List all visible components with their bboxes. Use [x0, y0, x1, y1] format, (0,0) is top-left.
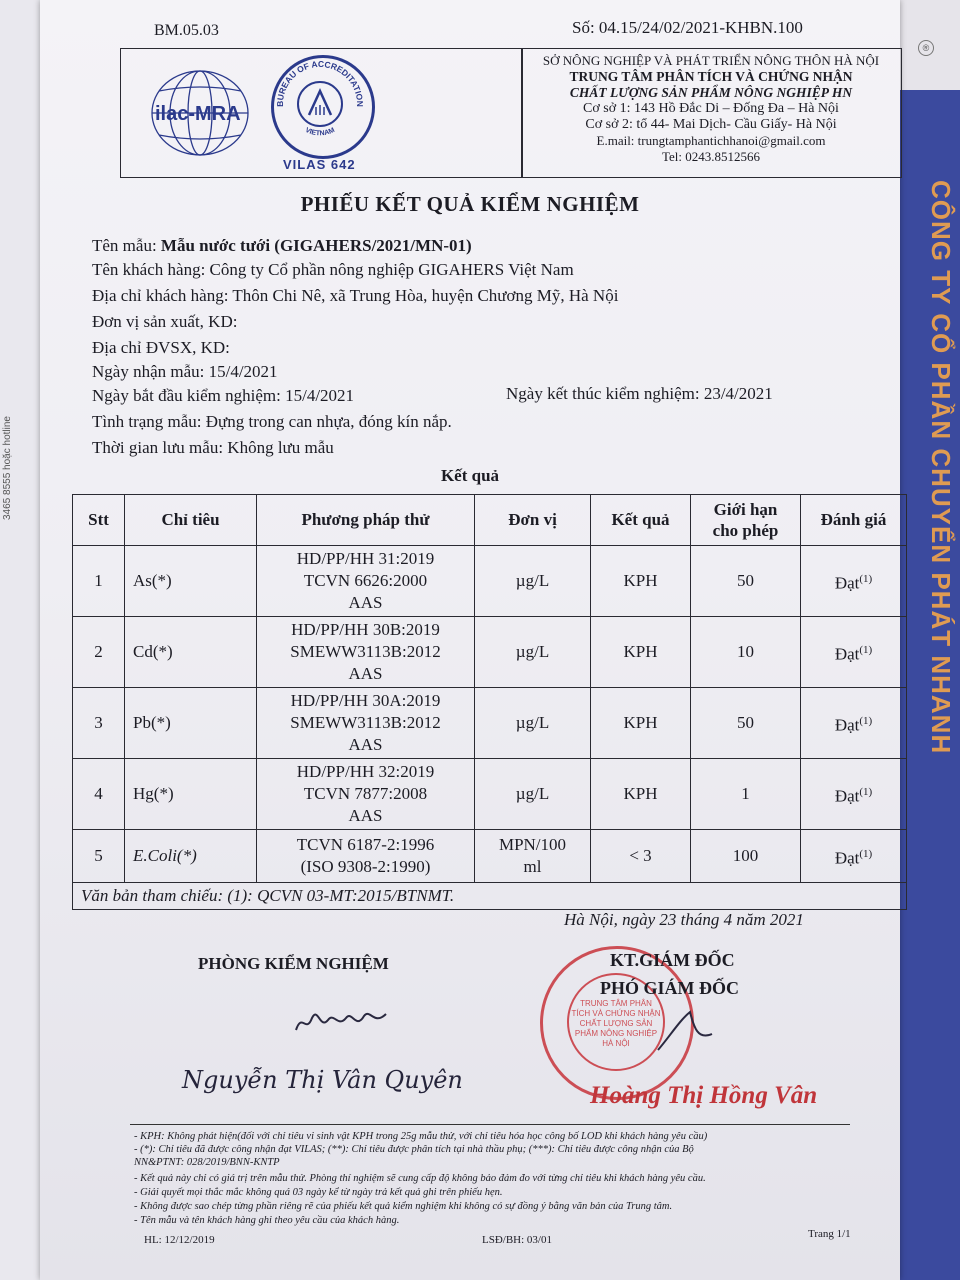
form-code: BM.05.03	[154, 22, 219, 39]
footer-page: Trang 1/1	[808, 1228, 851, 1240]
org-tel: Tel: 0243.8512566	[661, 149, 761, 164]
note-line: - KPH: Không phát hiện(đối với chỉ tiêu vi sinh vật KPH trong 25g mẫu thử, với chỉ tiêu hóa học công bố LOD khi khách hàng yêu cầu)	[134, 1131, 708, 1142]
row-stt: 4	[73, 759, 125, 830]
row-method-line3: AAS	[348, 664, 383, 683]
customer-address: Địa chỉ khách hàng: Thôn Chi Nê, xã Trung Hòa, huyện Chương Mỹ, Hà Nội	[92, 286, 619, 305]
row-method	[257, 688, 475, 759]
header-limit-line2: cho phép	[712, 521, 779, 540]
ilac-label: ilac-MRA	[155, 103, 241, 125]
table-row	[73, 688, 907, 759]
header-limit-line1: Giới hạn	[713, 500, 778, 519]
background-left-text: 3465 8555 hoặc hotline	[2, 416, 13, 520]
row-unit-line2: ml	[523, 857, 542, 876]
row-indicator: Pb(*)	[125, 688, 257, 759]
row-unit: µg/L	[475, 688, 591, 759]
ilac-mra-logo	[125, 63, 285, 163]
row-method	[257, 830, 475, 883]
org-name-2: CHẤT LƯỢNG SẢN PHẨM NÔNG NGHIỆP HN	[569, 85, 853, 100]
note-line: - Không được sao chép từng phần riêng rẽ của phiếu kết quả kiểm nghiệm khi không có sự đồng ý bằng văn bản của Trung tâm.	[134, 1201, 673, 1212]
producer-address: Địa chỉ ĐVSX, KD:	[92, 338, 230, 357]
row-result: KPH	[591, 617, 691, 688]
org-address-1: Cơ sở 1: 143 Hồ Đắc Di – Đống Đa – Hà Nội	[583, 101, 839, 116]
row-indicator: Hg(*)	[125, 759, 257, 830]
row-method-line2: TCVN 6626:2000	[303, 571, 428, 590]
row-eval-text: Đạt	[834, 715, 860, 735]
reference-text: Văn bản tham chiếu: (1): QCVN 03-MT:2015/BTNMT.	[73, 883, 907, 910]
row-method	[257, 546, 475, 617]
row-method-line3: AAS	[348, 735, 383, 754]
header-result: Kết quả	[591, 495, 691, 546]
row-result: < 3	[591, 830, 691, 883]
row-stt: 5	[73, 830, 125, 883]
note-line: - (*): Chỉ tiêu đã được công nhận đạt VILAS; (**): Chỉ tiêu được phân tích tại nhà thầu phụ; (***): Chỉ tiêu được công nhận của Bộ	[134, 1144, 694, 1155]
svg-text:VIETNAM	[304, 127, 336, 138]
note-line: - Kết quả này chỉ có giá trị trên mẫu thử. Phòng thí nghiệm sẽ cung cấp độ không bảo đảm đo với từng chỉ tiêu khi khách hàng yêu cầu.	[134, 1173, 706, 1184]
row-method-line1: HD/PP/HH 30A:2019	[290, 691, 441, 710]
director-signer-name: Hoàng Thị Hồng Vân	[590, 1082, 818, 1109]
row-eval-ref: (1)	[859, 714, 873, 727]
registered-mark-icon: ®	[918, 40, 934, 56]
row-method	[257, 617, 475, 688]
row-unit: µg/L	[475, 617, 591, 688]
footer-lsd: LSĐ/BH: 03/01	[482, 1234, 552, 1246]
table-row	[73, 830, 907, 883]
header-method: Phương pháp thử	[257, 495, 475, 546]
org-email: E.mail: trungtamphantichhanoi@gmail.com	[596, 133, 826, 148]
row-limit: 1	[691, 759, 801, 830]
document-number: Số: 04.15/24/02/2021-KHBN.100	[572, 18, 803, 37]
lab-signer-name: Nguyễn Thị Vân Quyên	[182, 1066, 463, 1094]
director-signature-icon	[650, 1006, 720, 1056]
test-start-date: Ngày bắt đầu kiểm nghiệm: 15/4/2021	[92, 386, 355, 405]
row-eval-ref: (1)	[859, 785, 873, 798]
sample-name-row	[92, 236, 472, 256]
sample-retention: Thời gian lưu mẫu: Không lưu mẫu	[92, 438, 334, 457]
row-stt: 3	[73, 688, 125, 759]
row-stt: 2	[73, 617, 125, 688]
row-indicator: E.Coli(*)	[125, 830, 257, 883]
org-ministry: SỞ NÔNG NGHIỆP VÀ PHÁT TRIỂN NÔNG THÔN HÀ NỘI	[542, 53, 880, 68]
row-method-line2: SMEWW3113B:2012	[290, 713, 441, 732]
row-method-line1: HD/PP/HH 31:2019	[296, 549, 435, 568]
row-method-line2: (ISO 9308-2:1990)	[300, 857, 431, 876]
row-evaluation	[801, 830, 907, 883]
customer-name: Tên khách hàng: Công ty Cổ phần nông nghiệp GIGAHERS Việt Nam	[92, 260, 574, 279]
letterhead	[120, 48, 902, 178]
footer-rule	[130, 1124, 850, 1125]
row-method-line3: AAS	[348, 806, 383, 825]
boa-country-text: VIETNAM	[304, 126, 336, 138]
table-header-row	[73, 495, 907, 546]
place-date: Hà Nội, ngày 23 tháng 4 năm 2021	[564, 910, 804, 929]
footer-hl: HL: 12/12/2019	[144, 1234, 215, 1246]
row-eval-text: Đạt	[834, 573, 860, 593]
row-eval-text: Đạt	[834, 644, 860, 664]
row-eval-ref: (1)	[859, 847, 873, 860]
row-evaluation	[801, 617, 907, 688]
row-method-line1: HD/PP/HH 30B:2019	[291, 620, 440, 639]
row-indicator: Cd(*)	[125, 617, 257, 688]
test-end-date: Ngày kết thúc kiểm nghiệm: 23/4/2021	[506, 384, 773, 403]
row-method-line2: SMEWW3113B:2012	[290, 642, 441, 661]
note-line: NN&PTNT: 028/2019/BNN-KNTP	[134, 1157, 280, 1168]
row-eval-ref: (1)	[859, 572, 873, 585]
row-limit: 50	[691, 546, 801, 617]
row-eval-text: Đạt	[834, 786, 860, 806]
row-method-line1: HD/PP/HH 32:2019	[296, 762, 435, 781]
header-limit	[691, 495, 801, 546]
header-stt: Stt	[73, 495, 125, 546]
row-result: KPH	[591, 546, 691, 617]
director-title-1: KT.GIÁM ĐỐC	[610, 950, 735, 970]
letterhead-divider	[521, 49, 523, 177]
org-address-2: Cơ sở 2: tổ 44- Mai Dịch- Cầu Giấy- Hà Nội	[585, 117, 837, 132]
row-eval-ref: (1)	[859, 643, 873, 656]
sample-name-value: Mẫu nước tưới (GIGAHERS/2021/MN-01)	[160, 236, 472, 255]
note-line: - Tên mẫu và tên khách hàng ghi theo yêu cầu của khách hàng.	[134, 1215, 400, 1226]
reference-row	[73, 883, 907, 910]
boa-seal-graphic	[271, 55, 369, 153]
director-title-2: PHÓ GIÁM ĐỐC	[600, 978, 739, 998]
row-evaluation	[801, 688, 907, 759]
producer: Đơn vị sản xuất, KD:	[92, 312, 238, 331]
test-report-paper	[40, 0, 900, 1280]
row-method-line1: TCVN 6187-2:1996	[296, 835, 435, 854]
row-stt: 1	[73, 546, 125, 617]
background-right-text: CÔNG TY CỔ PHẦN CHUYỂN PHÁT NHANH	[926, 180, 956, 755]
row-limit: 50	[691, 688, 801, 759]
lab-signature-icon	[290, 1000, 400, 1040]
row-unit: µg/L	[475, 759, 591, 830]
header-unit: Đơn vị	[475, 495, 591, 546]
sample-name-label: Tên mẫu:	[92, 236, 157, 255]
row-evaluation	[801, 546, 907, 617]
row-method-line2: TCVN 7877:2008	[303, 784, 428, 803]
results-title: Kết quả	[440, 466, 500, 485]
row-limit: 10	[691, 617, 801, 688]
stamp-text: TRUNG TÂM PHÂN TÍCH VÀ CHỨNG NHẬN CHẤT LƯỢNG SẢN PHẨM NÔNG NGHIỆP HÀ NỘI	[571, 999, 661, 1048]
row-method	[257, 759, 475, 830]
row-unit: µg/L	[475, 546, 591, 617]
row-method-line3: AAS	[348, 593, 383, 612]
row-unit	[475, 830, 591, 883]
lab-title: PHÒNG KIỂM NGHIỆM	[198, 954, 389, 973]
header-evaluation: Đánh giá	[801, 495, 907, 546]
row-eval-text: Đạt	[834, 848, 860, 868]
row-result: KPH	[591, 688, 691, 759]
row-evaluation	[801, 759, 907, 830]
boa-ring-text: BUREAU OF ACCREDITATION	[274, 58, 366, 107]
header-indicator: Chỉ tiêu	[125, 495, 257, 546]
vilas-code: VILAS 642	[283, 157, 356, 172]
row-result: KPH	[591, 759, 691, 830]
table-row	[73, 546, 907, 617]
row-unit-line1: MPN/100	[498, 835, 567, 854]
row-limit: 100	[691, 830, 801, 883]
note-line: - Giải quyết mọi thắc mắc không quá 03 ngày kể từ ngày trả kết quả ghi trên phiếu hẹn.	[134, 1187, 503, 1198]
table-row	[73, 759, 907, 830]
org-name-1: TRUNG TÂM PHÂN TÍCH VÀ CHỨNG NHẬN	[569, 69, 853, 84]
received-date: Ngày nhận mẫu: 15/4/2021	[92, 362, 278, 381]
sample-condition: Tình trạng mẫu: Đựng trong can nhựa, đóng kín nắp.	[92, 412, 452, 431]
document-title: PHIẾU KẾT QUẢ KIỂM NGHIỆM	[300, 192, 640, 216]
results-table	[72, 494, 907, 910]
table-row	[73, 617, 907, 688]
boa-accreditation-seal	[271, 55, 375, 159]
row-indicator: As(*)	[125, 546, 257, 617]
organization-block	[525, 53, 897, 165]
